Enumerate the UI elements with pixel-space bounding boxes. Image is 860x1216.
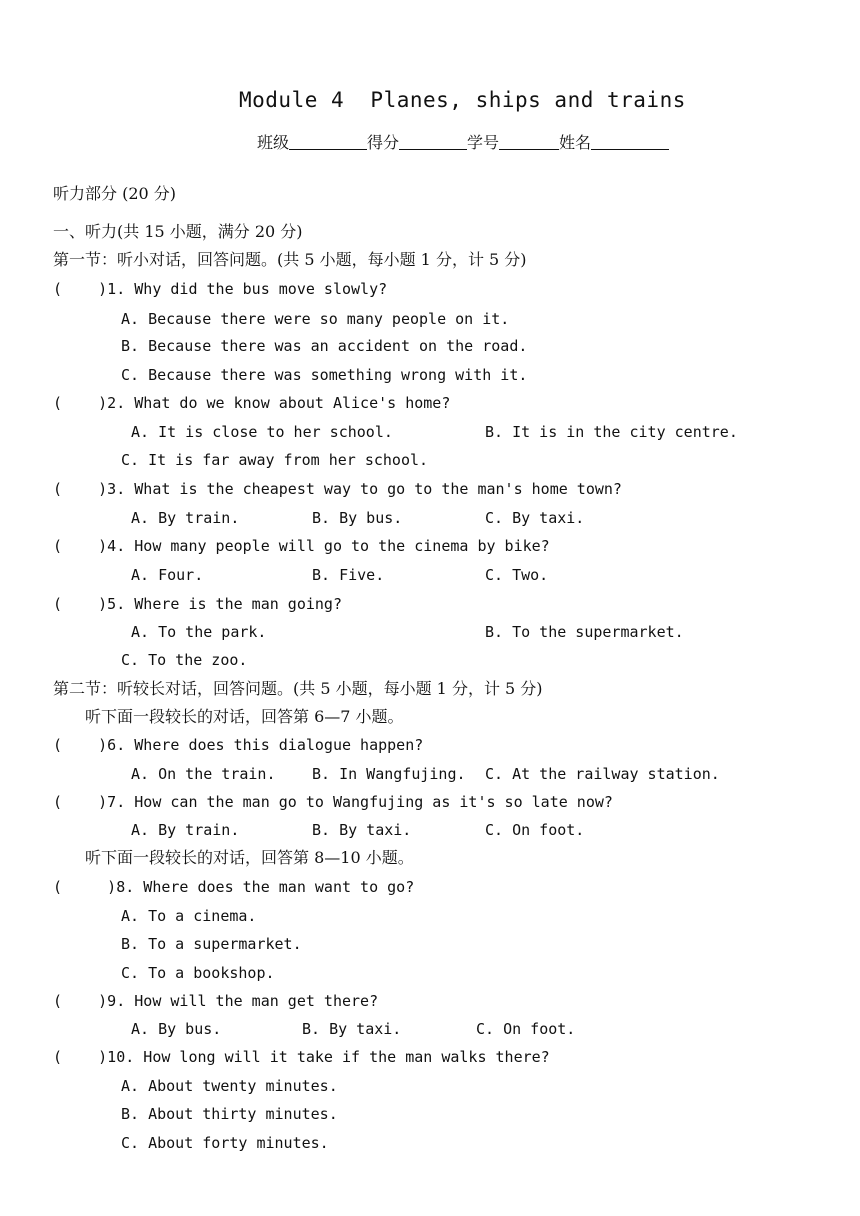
section-listening: 听力部分 (20 分) <box>53 184 177 203</box>
question-7-option-c[interactable]: C. On foot. <box>485 821 585 839</box>
question-10-stem: ( )10. How long will it take if the man walks there? <box>53 1048 550 1066</box>
question-1-option-b[interactable]: B. Because there was an accident on the road. <box>121 337 528 355</box>
part1-heading: 一、听力(共 15 小题，满分 20 分) <box>53 222 303 241</box>
question-3-option-b[interactable]: B. By bus. <box>312 509 403 527</box>
instruction-6-7: 听下面一段较长的对话，回答第 6—7 小题。 <box>85 707 404 726</box>
question-6-option-c[interactable]: C. At the railway station. <box>485 765 720 783</box>
name-blank[interactable] <box>591 133 669 150</box>
question-2-option-b[interactable]: B. It is in the city centre. <box>485 423 738 441</box>
question-2-option-a[interactable]: A. It is close to her school. <box>131 423 393 441</box>
question-1-option-c[interactable]: C. Because there was something wrong with it. <box>121 366 528 384</box>
question-7-stem: ( )7. How can the man go to Wangfujing as it's so late now? <box>53 793 613 811</box>
question-4-stem: ( )4. How many people will go to the cinema by bike? <box>53 537 550 555</box>
question-3-stem: ( )3. What is the cheapest way to go to the man's home town? <box>53 480 622 498</box>
question-10-option-b[interactable]: B. About thirty minutes. <box>121 1105 338 1123</box>
id-blank[interactable] <box>499 133 559 150</box>
instruction-8-10: 听下面一段较长的对话，回答第 8—10 小题。 <box>85 848 414 867</box>
section2-heading: 第二节：听较长对话，回答问题。(共 5 小题，每小题 1 分，计 5 分) <box>53 679 543 698</box>
question-5-option-c[interactable]: C. To the zoo. <box>121 651 248 669</box>
question-8-option-c[interactable]: C. To a bookshop. <box>121 964 275 982</box>
question-5-option-b[interactable]: B. To the supermarket. <box>485 623 684 641</box>
question-6-option-b[interactable]: B. In Wangfujing. <box>312 765 466 783</box>
question-8-option-b[interactable]: B. To a supermarket. <box>121 935 302 953</box>
question-5-option-a[interactable]: A. To the park. <box>131 623 267 641</box>
score-label: 得分 <box>367 133 400 152</box>
question-5-stem: ( )5. Where is the man going? <box>53 595 342 613</box>
question-4-option-b[interactable]: B. Five. <box>312 566 385 584</box>
question-4-option-c[interactable]: C. Two. <box>485 566 549 584</box>
class-label: 班级 <box>257 133 290 152</box>
question-2-stem: ( )2. What do we know about Alice's home? <box>53 394 451 412</box>
question-1-option-a[interactable]: A. Because there were so many people on it. <box>121 310 510 328</box>
id-label: 学号 <box>467 133 500 152</box>
section1-heading: 第一节：听小对话，回答问题。(共 5 小题，每小题 1 分，计 5 分) <box>53 250 527 269</box>
question-4-option-a[interactable]: A. Four. <box>131 566 204 584</box>
question-10-option-a[interactable]: A. About twenty minutes. <box>121 1077 338 1095</box>
page-title: Module 4 Planes, ships and trains <box>239 88 686 112</box>
question-9-option-a[interactable]: A. By bus. <box>131 1020 222 1038</box>
question-6-option-a[interactable]: A. On the train. <box>131 765 276 783</box>
question-8-option-a[interactable]: A. To a cinema. <box>121 907 257 925</box>
question-9-stem: ( )9. How will the man get there? <box>53 992 379 1010</box>
question-8-stem: ( )8. Where does the man want to go? <box>53 878 415 896</box>
question-6-stem: ( )6. Where does this dialogue happen? <box>53 736 424 754</box>
info-fields <box>257 133 669 153</box>
question-2-option-c[interactable]: C. It is far away from her school. <box>121 451 429 469</box>
question-1-stem: ( )1. Why did the bus move slowly? <box>53 280 388 298</box>
question-3-option-a[interactable]: A. By train. <box>131 509 240 527</box>
name-label: 姓名 <box>559 133 592 152</box>
question-9-option-b[interactable]: B. By taxi. <box>302 1020 402 1038</box>
score-blank[interactable] <box>399 133 467 150</box>
question-10-option-c[interactable]: C. About forty minutes. <box>121 1134 329 1152</box>
question-3-option-c[interactable]: C. By taxi. <box>485 509 585 527</box>
question-7-option-a[interactable]: A. By train. <box>131 821 240 839</box>
question-7-option-b[interactable]: B. By taxi. <box>312 821 412 839</box>
question-9-option-c[interactable]: C. On foot. <box>476 1020 576 1038</box>
class-blank[interactable] <box>289 133 367 150</box>
